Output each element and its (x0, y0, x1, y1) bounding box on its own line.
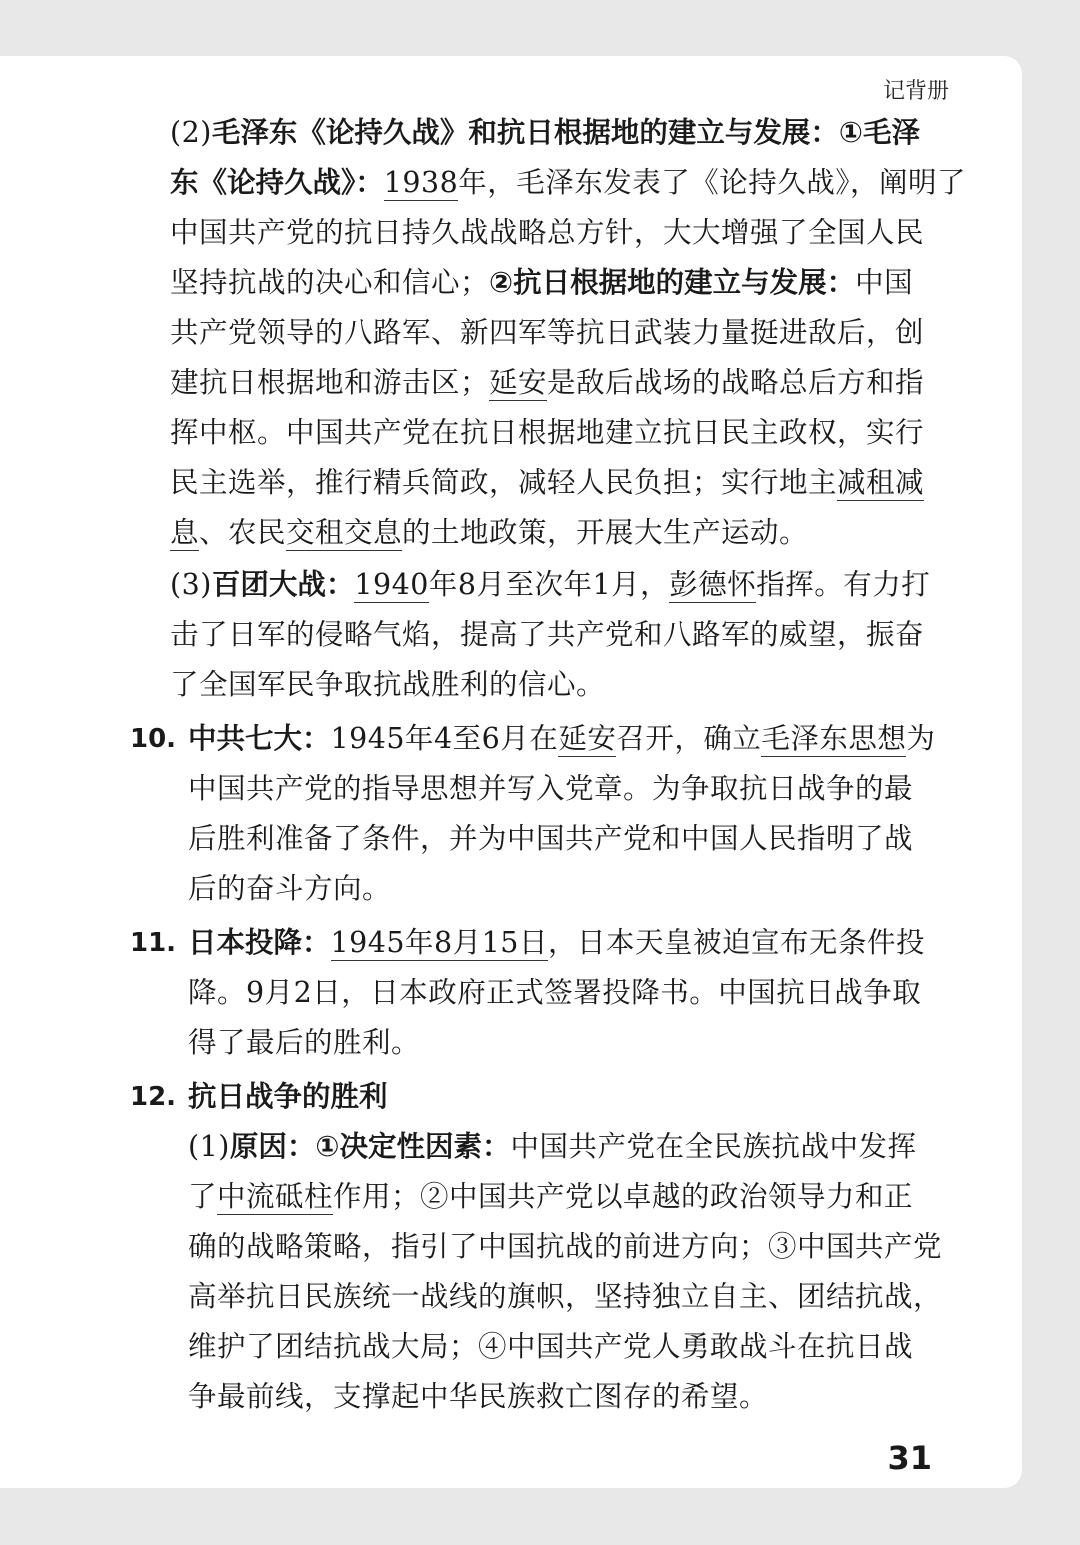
underlined-keyword: 1940 (354, 568, 429, 601)
heading: 原因：①决定性因素： (229, 1130, 511, 1163)
item-number: 10. (130, 724, 177, 754)
text-line: 确的战略策略，指引了中国抗战的前进方向；③中国共产党 (188, 1230, 943, 1263)
text-line: (2)毛泽东《论持久战》和抗日根据地的建立与发展：①毛泽 (170, 116, 921, 149)
underlined-keyword: 中流砥柱 (217, 1180, 334, 1213)
text-line: 中国共产党的抗日持久战战略总方针，大大增强了全国人民 (170, 216, 925, 249)
text-line: 挥中枢。中国共产党在抗日根据地建立抗日民主政权，实行 (170, 416, 925, 449)
underlined-keyword: 毛泽东思想 (761, 722, 907, 755)
underlined-keyword: 息 (170, 516, 200, 549)
heading: 抗日战争的胜利 (188, 1080, 388, 1113)
underlined-keyword: 延安 (558, 722, 617, 755)
item-number: 12. (130, 1082, 177, 1112)
text-line: 得了最后的胜利。 (188, 1026, 421, 1059)
text-line: 维护了团结抗战大局；④中国共产党人勇敢战斗在抗日战 (188, 1330, 914, 1363)
text-line: 息、农民交租交息的土地政策，开展大生产运动。 (170, 516, 809, 549)
text-line: 争最前线，支撑起中华民族救亡图存的希望。 (188, 1380, 769, 1413)
heading: 东《论持久战》： (170, 166, 384, 199)
underlined-keyword: 延安 (489, 366, 548, 399)
text-line: 建抗日根据地和游击区；延安是敌后战场的战略总后方和指 (170, 366, 925, 399)
page (0, 56, 1022, 1488)
underlined-keyword: 1945年8月15日 (330, 926, 548, 959)
text-line: 了中流砥柱作用；②中国共产党以卓越的政治领导力和正 (188, 1180, 914, 1213)
text-line: 共产党领导的八路军、新四军等抗日武装力量挺进敌后，创 (170, 316, 925, 349)
text-line: 后胜利准备了条件，并为中国共产党和中国人民指明了战 (188, 822, 914, 855)
text-line: 后的奋斗方向。 (188, 872, 392, 905)
page-number: 31 (887, 1439, 932, 1477)
text-line: 中国共产党的指导思想并写入党章。为争取抗日战争的最 (188, 772, 914, 805)
text-line: (3)百团大战：1940年8月至次年1月，彭德怀指挥。有力打 (170, 568, 931, 601)
underlined-keyword: 交租交息 (286, 516, 403, 549)
text-line: (1)原因：①决定性因素：中国共产党在全民族抗战中发挥 (188, 1130, 917, 1163)
heading: 百团大战： (211, 568, 355, 601)
heading: 日本投降： (188, 926, 331, 959)
text-line: 击了日军的侵略气焰，提高了共产党和八路军的威望，振奋 (170, 618, 925, 651)
text-line: 中共七大：1945年4至6月在延安召开，确立毛泽东思想为 (188, 722, 936, 755)
heading: 毛泽东《论持久战》和抗日根据地的建立与发展：①毛泽 (211, 116, 921, 149)
underlined-keyword: 彭德怀 (669, 568, 757, 601)
text-line: 东《论持久战》：1938年，毛泽东发表了《论持久战》，阐明了 (170, 166, 967, 199)
running-header: 记背册 (882, 79, 949, 104)
text-line: 高举抗日民族统一战线的旗帜，坚持独立自主、团结抗战， (188, 1280, 943, 1313)
heading: ②抗日根据地的建立与发展： (489, 266, 856, 299)
text-line: 坚持抗战的决心和信心；②抗日根据地的建立与发展：中国 (170, 266, 914, 299)
text-line: 民主选举，推行精兵简政，减轻人民负担；实行地主减租减 (170, 466, 925, 499)
item-number: 11. (130, 928, 177, 958)
underlined-keyword: 减租减 (837, 466, 925, 499)
text-line: 日本投降：1945年8月15日，日本天皇被迫宣布无条件投 (188, 926, 925, 959)
heading: 中共七大： (188, 722, 331, 755)
text-line: 了全国军民争取抗战胜利的信心。 (170, 668, 606, 701)
underlined-keyword: 1938 (383, 166, 459, 199)
text-line: 降。9月2日，日本政府正式签署投降书。中国抗日战争取 (188, 976, 922, 1009)
